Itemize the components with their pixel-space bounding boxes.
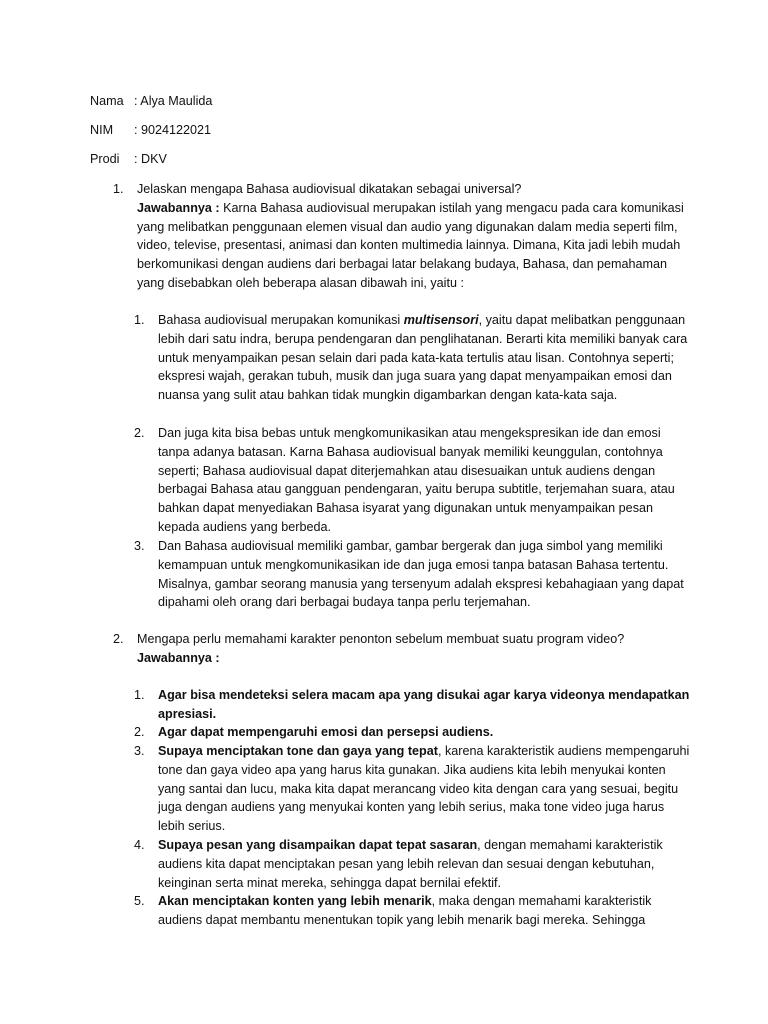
list-item	[134, 537, 694, 612]
question-1	[113, 180, 693, 293]
list-item	[134, 742, 694, 836]
name-label: Nama	[90, 94, 124, 108]
list-text: Agar bisa mendeteksi selera macam apa yang disukai agar karya videonya mendapatkan apresiasi.	[158, 688, 690, 721]
question-number: 2.	[113, 632, 124, 646]
list-item	[134, 836, 694, 892]
name-row	[90, 92, 212, 111]
answer-text: Karna Bahasa audiovisual merupakan istilah yang mengacu pada cara komunikasi yang melibatkan penggunaan elemen visual dan audio yang digunakan dalam media seperti film, video, televise, presentasi, animasi dan konten multimedia lainnya. Dimana, Kita jadi lebih mudah berkomunikasi dengan audiens dari berbagai latar belakang budaya, Bahasa, dan pemahaman yang disebabkan oleh beberapa alasan dibawah ini, yaitu :	[137, 200, 684, 290]
question-text: Mengapa perlu memahami karakter penonton sebelum membuat suatu program video?	[137, 632, 625, 646]
list-number: 2.	[134, 426, 145, 440]
list-text: Bahasa audiovisual merupakan komunikasi multisensori, yaitu dapat melibatkan penggunaan lebih dari satu indra, berupa pendengaran dan penglihatanan. Berarti kita memiliki banyak cara untuk menyampaikan pesan selain dari pada kata-kata tertulis atau lisan. Contohnya seperti; ekspresi wajah, gerakan tubuh, musik dan juga suara yang dapat menyampaikan emosi dan nuansa yang sulit atau bahkan tidak mungkin digambarkan dengan kata-kata saja.	[158, 313, 688, 403]
answer-label: Jawabannya :	[137, 650, 220, 665]
question-text: Jelaskan mengapa Bahasa audiovisual dikatakan sebagai universal?	[137, 182, 522, 196]
answer-paragraph	[137, 649, 693, 668]
list-text: Agar dapat mempengaruhi emosi dan persepsi audiens.	[158, 725, 494, 739]
list-item	[134, 424, 694, 537]
list-text: Supaya pesan yang disampaikan dapat tepat sasaran, dengan memahami karakteristik audiens kita dapat menciptakan pesan yang lebih relevan dan sesuai dengan kebutuhan, keinginan serta minat mereka, sehingga dapat bernilai efektif.	[158, 838, 663, 890]
question-number: 1.	[113, 182, 124, 196]
list-number: 3.	[134, 744, 145, 758]
list-item	[134, 892, 694, 930]
list-number: 5.	[134, 894, 145, 908]
name-value: : Alya Maulida	[134, 94, 213, 108]
nim-label: NIM	[90, 123, 114, 137]
prodi-label: Prodi	[90, 152, 120, 166]
list-number: 1.	[134, 688, 145, 702]
list-item	[134, 686, 694, 724]
answer-paragraph	[137, 199, 693, 293]
list-text: Dan juga kita bisa bebas untuk mengkomunikasikan atau mengekspresikan ide dan emosi tanpa adanya batasan. Karna Bahasa audiovisual banyak memiliki keunggulan, contohnya seperti; Bahasa audiovisual dapat diterjemahkan atau disesuaikan untuk audiens dengan berbagai Bahasa atau gangguan pendengaran, yaitu berupa subtitle, terjemahan suara, atau bahkan dapat menyediakan Bahasa isyarat yang digunakan untuk menyampaikan pesan kepada audiens yang berbeda.	[158, 426, 675, 534]
list-text: Supaya menciptakan tone dan gaya yang tepat, karena karakteristik audiens mempengaruhi tone dan gaya video apa yang harus kita gunakan. Jika audiens kita lebih menyukai konten yang santai dan lucu, maka kita dapat merancang video kita dengan cara yang sesuai, begitu juga dengan audiens yang menyukai konten yang lebih serius, maka tone video juga harus lebih serius.	[158, 744, 690, 834]
nim-value: : 9024122021	[134, 123, 212, 137]
nim-row	[90, 121, 211, 140]
list-number: 3.	[134, 539, 145, 553]
list-number: 1.	[134, 313, 145, 327]
list-number: 2.	[134, 725, 145, 739]
emphasis: multisensori	[403, 313, 479, 327]
list-text: Akan menciptakan konten yang lebih menarik, maka dengan memahami karakteristik audiens dapat membantu menentukan topik yang lebih menarik bagi mereka. Sehingga	[158, 894, 652, 927]
list-item	[134, 311, 694, 405]
prodi-value: : DKV	[134, 152, 167, 166]
list-item	[134, 723, 694, 742]
list-text: Dan Bahasa audiovisual memiliki gambar, gambar bergerak dan juga simbol yang memiliki kemampuan untuk mengkomunikasikan ide dan juga emosi tanpa batasan Bahasa tertentu. Misalnya, gambar seorang manusia yang tersenyum adalah ekspresi kebahagiaan yang dapat dipahami oleh orang dari berbagai budaya tanpa perlu terjemahan.	[158, 539, 684, 610]
list-number: 4.	[134, 838, 145, 852]
question-2	[113, 630, 693, 668]
prodi-row	[90, 150, 167, 169]
answer-label: Jawabannya :	[137, 200, 220, 215]
